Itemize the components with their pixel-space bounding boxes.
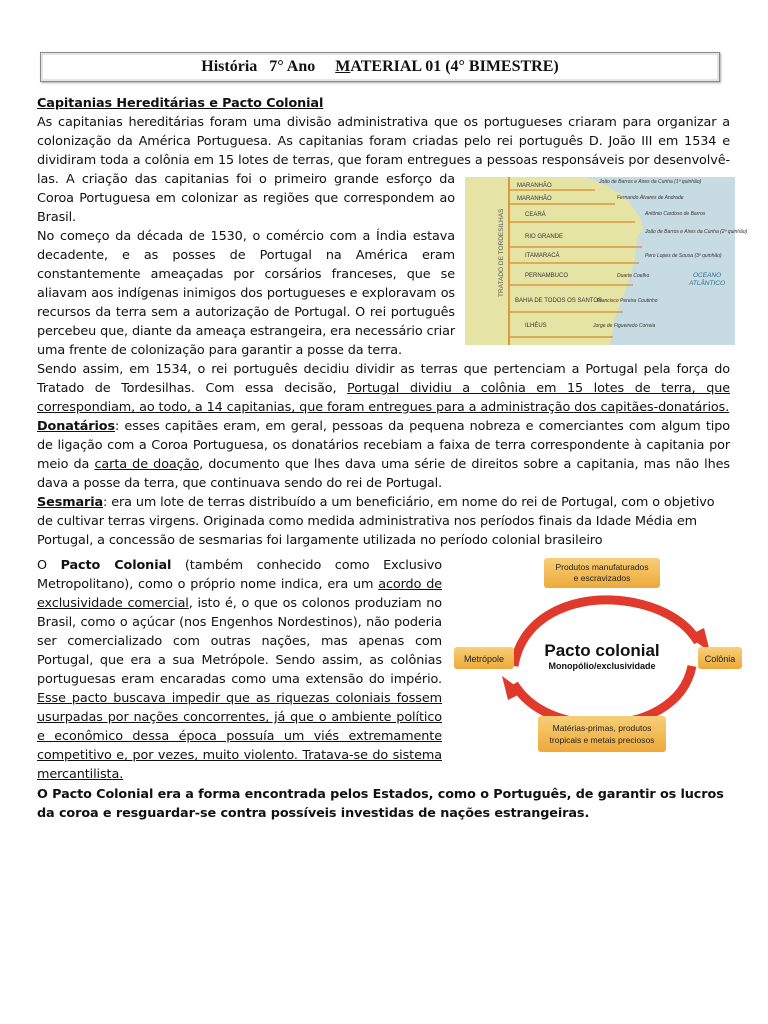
sesmaria-text: : era um lote de terras distribuído a um beneficiário, em nome do rei de Portugal, com o objetivo de cultivar terras virgens. Originada como medida administrativa nos períodos finais da Idade Média em Portugal, a concessão de sesmarias foi largamente utilizada no período colonial brasileiro [37,495,715,548]
diagram-title: Pacto colonial [544,641,660,660]
intro-line-3: dividiram toda a colônia em 15 lotes de terras, que foram entregues a pessoas responsáveis por desenvolvê- [37,153,730,168]
bottom-box-line1: Matérias-primas, produtos [552,723,652,733]
decade-paragraph: No começo da década de 1530, o comércio com a Índia estava decadente, e as posses de Portugal na América eram constantemente ameaçadas por corsários franceses, que se aliavam aos indígenas inimigos dos portugueses e exploravam os recursos da terra sem a autorização de Portugal. O rei português percebeu que, diante da ameaça estrangeira, era necessário criar uma frente de colonização para garantir a posse da terra. [37,229,455,358]
division-underlined: Portugal dividiu a colônia em 15 lotes de terra, que correspondiam, ao todo, a 14 capitanias, que foram entregues para a administração dos capitães-donatários. [37,381,730,415]
section-title: Capitanias Hereditárias e Pacto Colonial [37,96,324,111]
band-owner-5: Pero Lopes de Sousa (3º quinhão) [645,253,722,259]
band-name-3: CEARÁ [525,212,546,218]
band-name-1: MARANHÃO [517,183,552,189]
capitanias-map [465,177,748,345]
pacto-paragraph [37,556,442,784]
division-text: Sendo assim, em 1534, o rei português decidiu dividir as terras que pertenciam a Portugal pela força do Tratado de Tordesilhas. Com essa decisão, [37,362,730,396]
conclusion-paragraph: O Pacto Colonial era a forma encontrada pelos Estados, como o Português, de garantir os lucros da coroa e resguardar-se contra possíveis investidas de nações estrangeiras. [37,787,724,821]
ocean-label-2: ATLÂNTICO [689,280,725,287]
header-material-initial: M [335,58,351,75]
pacto-pre: O [37,558,61,573]
intro-line-5: Coroa Portuguesa em colonizar as regiões que correspondem ao [37,191,455,206]
left-box-label: Metrópole [463,654,505,664]
band-name-7: BAHIA DE TODOS OS SANTOS [515,298,603,304]
sesmaria-paragraph [37,493,730,550]
pacto-underlined-a: acordo de exclusividade comercial [37,577,442,611]
band-owner-7: Francisco Pereira Coutinho [597,298,658,304]
middle-block [37,360,730,550]
donatarios-text-a: : esses capitães eram, em geral, pessoas da pequena nobreza e comerciantes com algum tipo de ligação com a Coroa Portuguesa, os donatários recebiam a faixa de terra correspondente à capitania por meio da [37,419,730,472]
donatarios-paragraph [37,417,730,493]
pacto-text-b: , isto é, o que os colonos produziam no Brasil, como o açúcar (nos Engenhos Nordestinos), não poderia ser comercializado com outras nações, mas apenas com Portugal, que era a sua Metrópole. Sendo assim, as colônias portuguesas eram encaradas como uma extensão do império. [37,596,443,687]
band-name-5: ITAMARACÁ [525,253,560,259]
header-subject: História [201,58,258,75]
map-svg [465,177,748,345]
band-name-2: MARANHÃO [517,196,552,202]
pacto-svg [452,556,738,764]
band-name-6: PERNAMBUCO [525,273,569,279]
pacto-block [37,556,442,784]
donatarios-term: Donatários [37,419,116,434]
band-owner-2: Fernando Álvares de Andrade [617,195,684,201]
intro-line-2: colonização da América Portuguesa. As capitanias foram criadas pelo rei português D. João III em 1534 e [37,134,730,149]
header-material: ATERIAL 01 (4° BIMESTRE) [350,58,559,75]
right-box-label: Colônia [704,654,736,664]
pacto-term: Pacto Colonial [60,558,172,573]
top-box-line1: Produtos manufaturados [555,562,649,572]
bottom-box [538,716,666,752]
lower-arrow [514,666,692,724]
bottom-box-line2: tropicais e metais preciosos [549,735,655,745]
header-grade: 7° Ano [269,58,316,75]
intro-block [37,94,730,170]
band-owner-3: Antônio Cardoso de Barros [645,211,706,217]
conclusion-block [37,785,730,823]
band-name-8: ILHÉUS [525,323,547,329]
intro-left-block [37,170,455,360]
division-paragraph [37,360,730,417]
band-owner-6: Duarte Coelho [617,273,650,279]
diagram-subtitle: Monopólio/exclusividade [548,661,656,671]
band-owner-1: João de Barros e Aires da Cunha (1º quinhão) [599,179,702,185]
pacto-diagram [452,556,738,764]
tordesilhas-label: TRATADO DE TORDESILHAS [498,208,505,297]
donatarios-text-b: , documento que lhes dava uma série de direitos sobre a capitania, mas não lhes dava a posse da terra, que continuava sendo do rei de Portugal. [37,457,730,491]
sesmaria-term: Sesmaria [37,495,104,510]
top-box-line2: e escravizados [573,573,631,583]
band-owner-8: Jorge de Figueiredo Correia [593,323,656,329]
land-shape [465,177,643,345]
ocean-label-1: OCEANO [693,272,722,279]
carta-doacao: carta de doação [94,457,200,472]
header-box [40,52,720,82]
intro-line-1: As capitanias hereditárias foram uma divisão administrativa que os portugueses criaram para organizar a [37,115,730,130]
intro-line-4: las. A criação das capitanias foi o primeiro grande esforço da [37,172,455,187]
intro-line-6: Brasil. [37,210,77,225]
pacto-text-a: (também conhecido como Exclusivo Metropolitano), como o próprio nome indica, era um [37,558,442,592]
pacto-underlined-b: Esse pacto buscava impedir que as riquezas coloniais fossem usurpadas por nações concorrentes, já que o ambiente político e econômico dessa época possuía um viés extremamente competitivo e, por vezes, muito violento. Tratava-se do sistema mercantilista. [37,691,442,782]
band-owner-4: João de Barros e Aires da Cunha (2º quinhão) [645,229,748,235]
band-name-4: RIO GRANDE [525,234,564,240]
